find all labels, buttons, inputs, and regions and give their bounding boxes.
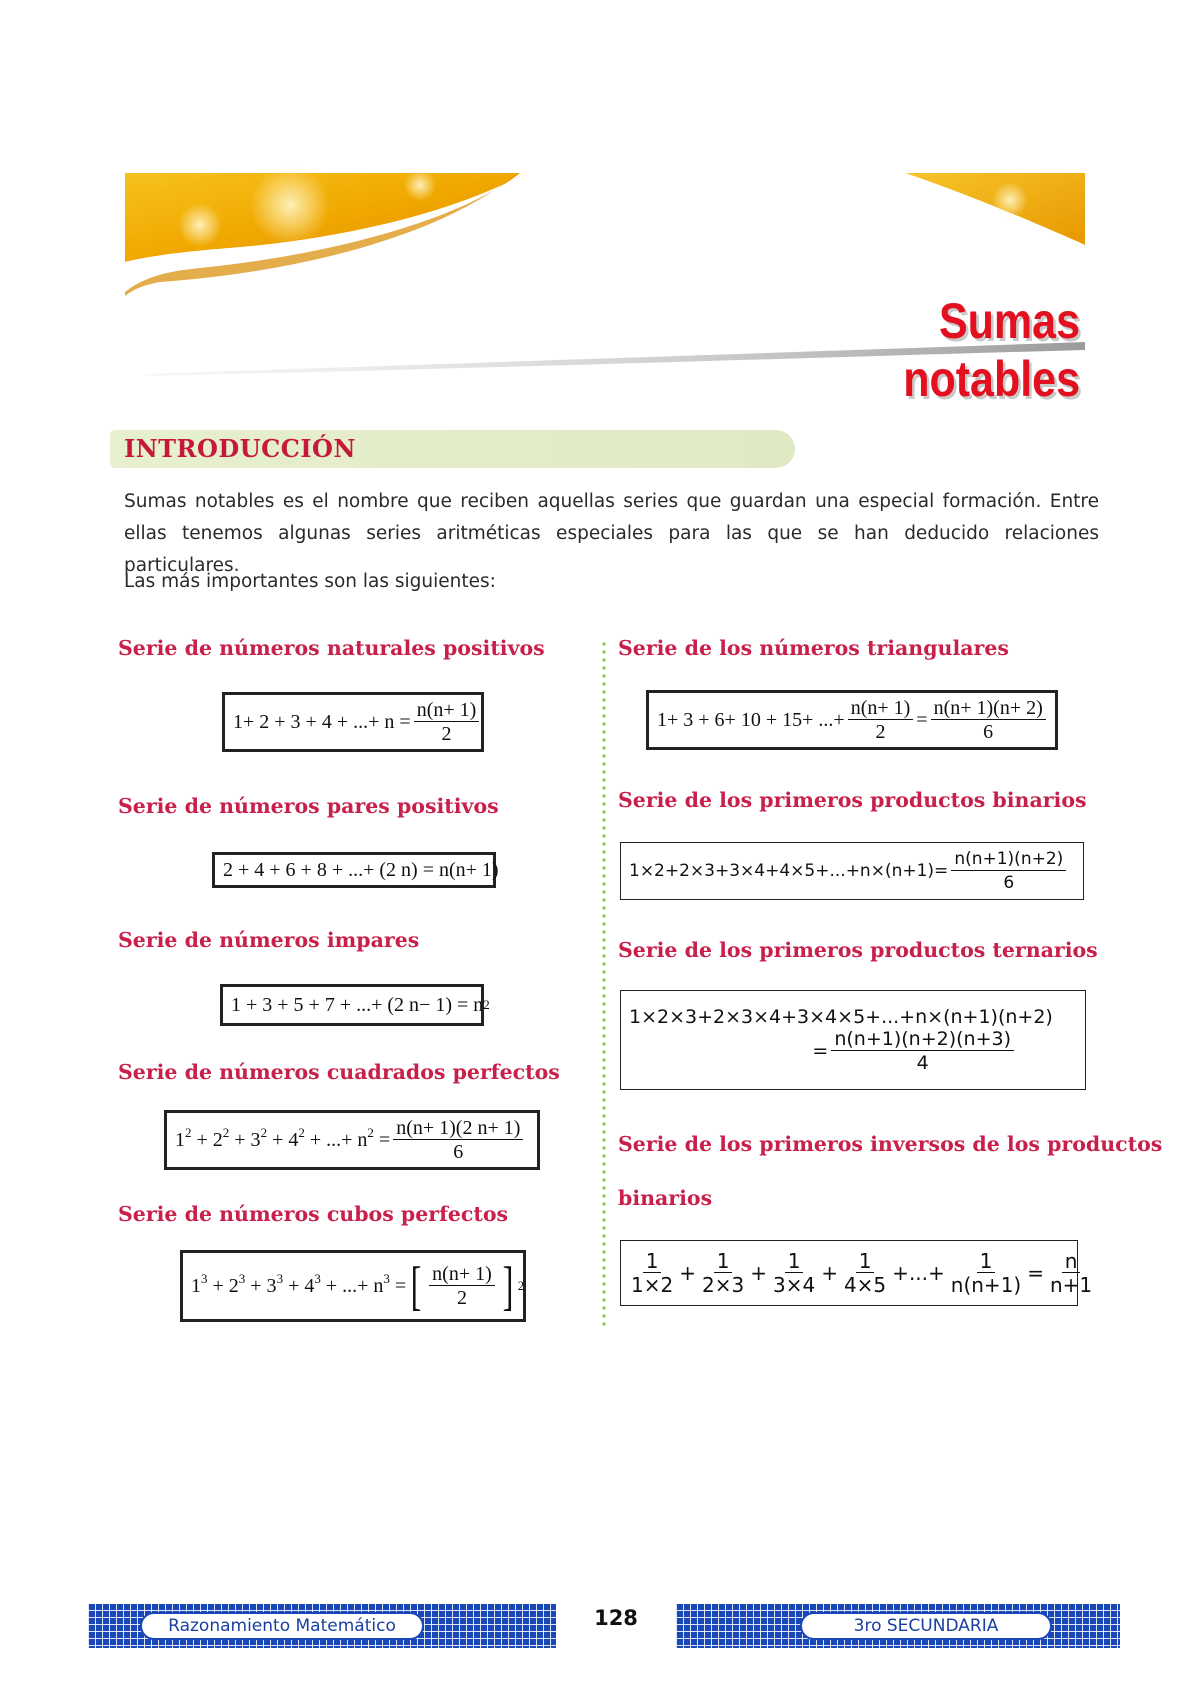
fraction-numerator: 1 — [785, 1250, 804, 1273]
formula-pares — [212, 852, 499, 888]
plus-sign: + — [750, 1261, 767, 1285]
formula-fraction — [951, 848, 1066, 895]
formula-impares: 1 + 3 + 5 + 7 + ...+ (2 n− 1) = n 2 — [220, 984, 484, 1026]
fraction-denominator: 2 — [456, 1286, 467, 1309]
intro-lead-text: Las más importantes son las siguientes: — [124, 571, 496, 592]
formula-fraction-1 — [848, 697, 914, 744]
formula-lhs: 1 + 3 + 5 + 7 + ...+ (2 n− 1) = n — [231, 993, 484, 1016]
formula-fraction — [831, 1028, 1014, 1075]
fraction-numerator: 1 — [856, 1250, 875, 1273]
fraction-numerator: n(n+1)(n+2) — [951, 848, 1066, 871]
formula-inversos — [620, 1240, 1093, 1306]
formula-fraction — [429, 1263, 495, 1310]
right-bracket: ] — [502, 1256, 514, 1316]
fraction-denominator: 2 — [441, 722, 452, 745]
section-title-binarios: Serie de los primeros productos binarios — [618, 788, 1087, 812]
fraction-denominator: 4 — [916, 1051, 929, 1074]
equals-sign: = — [1027, 1261, 1044, 1285]
plus-sign: + — [892, 1261, 909, 1285]
page-title: Sumas notables — [903, 293, 1080, 407]
fraction-denominator: 6 — [453, 1140, 464, 1163]
fraction-numerator: 1 — [714, 1250, 733, 1273]
term-fraction-3 — [770, 1250, 818, 1297]
fraction-denominator: 2×3 — [701, 1272, 745, 1297]
ellipsis: ... — [908, 1261, 929, 1285]
formula-line-2 — [812, 1028, 1017, 1075]
fraction-denominator: 1×2 — [631, 1272, 674, 1297]
fraction-numerator: n(n+1)(n+2)(n+3) — [831, 1028, 1014, 1051]
formula-cuadrados — [164, 1110, 540, 1170]
result-fraction — [1047, 1250, 1095, 1297]
term-fraction-n — [948, 1250, 1024, 1297]
formula-cubos: $1^3 + 2^3 + 3^3 + 4^3$ + ...+ $n^3$ = [ $\frac{n(n+ 1)}{2}$ ] 2 — [180, 1250, 526, 1322]
formula-fraction — [414, 699, 480, 746]
fraction-denominator: n+1 — [1050, 1272, 1093, 1297]
fraction-numerator: n(n+ 1) — [414, 699, 480, 722]
plus-sign: + — [928, 1261, 945, 1285]
left-bracket: [ — [410, 1256, 422, 1316]
fraction-numerator: 1 — [977, 1250, 996, 1273]
formula-lhs: $1^2 + 2^2 + 3^2 + 4^2$ + ...+ $n^2$ = — [175, 1124, 391, 1151]
fraction-denominator: 3×4 — [772, 1272, 816, 1297]
fraction-numerator: n(n+ 1)(n+ 2) — [931, 697, 1046, 720]
footer-grade: 3ro SECUNDARIA — [800, 1612, 1052, 1640]
plus-sign: + — [679, 1261, 696, 1285]
section-title-inversos-cont: binarios — [618, 1186, 713, 1210]
formula-text: 2 + 4 + 6 + 8 + ...+ (2 n) = n(n+ 1) — [223, 858, 499, 881]
formula-naturales — [222, 692, 484, 752]
fraction-denominator: 6 — [983, 720, 994, 743]
section-title-naturales: Serie de números naturales positivos — [118, 636, 545, 660]
formula-lhs: 1+ 2 + 3 + 4 + ...+ n = — [233, 710, 411, 733]
formula-ternarios — [620, 990, 1086, 1090]
section-title-triangulares: Serie de los números triangulares — [618, 636, 1009, 660]
section-title-impares: Serie de números impares — [118, 928, 420, 952]
column-divider — [602, 640, 606, 1330]
term-fraction-1 — [628, 1250, 676, 1297]
fraction-denominator: 6 — [1003, 872, 1015, 893]
term-fraction-2 — [699, 1250, 747, 1297]
fraction-numerator: n(n+ 1) — [429, 1263, 495, 1286]
formula-lhs: $1^3 + 2^3 + 3^3 + 4^3$ + ...+ $n^3$ = — [191, 1270, 407, 1297]
formula-fraction — [393, 1117, 523, 1164]
plus-sign: + — [821, 1261, 838, 1285]
formula-line-1: 1×2×3+2×3×4+3×4×5+...+n×(n+1)(n+2) — [629, 1005, 1053, 1028]
equals-sign: = — [812, 1040, 829, 1062]
formula-binarios — [620, 842, 1084, 900]
section-title-cuadrados: Serie de números cuadrados perfectos — [118, 1060, 560, 1084]
section-title-cubos: Serie de números cubos perfectos — [118, 1202, 509, 1226]
fraction-denominator: 2 — [875, 720, 886, 743]
fraction-numerator: n(n+ 1) — [848, 697, 914, 720]
fraction-denominator: 4×5 — [843, 1272, 887, 1297]
intro-paragraph: Sumas notables es el nombre que reciben aquellas series que guardan una especial formación. Entre ellas tenemos algunas series aritméticas especiales para las que se han deducido relaciones particulares. — [124, 491, 1099, 576]
term-fraction-4 — [841, 1250, 889, 1297]
intro-heading: INTRODUCCIÓN — [124, 434, 356, 463]
footer-subject: Razonamiento Matemático — [140, 1612, 424, 1640]
formula-lhs: 1×2+2×3+3×4+4×5+...+n×(n+1)= — [629, 861, 949, 881]
section-title-ternarios: Serie de los primeros productos ternarios — [618, 938, 1098, 962]
fraction-numerator: n — [1062, 1250, 1081, 1273]
formula-lhs: 1+ 3 + 6+ 10 + 15+ ...+ — [657, 708, 845, 731]
section-title-inversos: Serie de los primeros inversos de los productos — [618, 1132, 1163, 1156]
page-number: 128 — [594, 1606, 638, 1630]
section-title-pares: Serie de números pares positivos — [118, 794, 499, 818]
formula-triangulares — [646, 690, 1058, 750]
formula-fraction-2 — [931, 697, 1046, 744]
equals-sign: = — [916, 708, 928, 731]
fraction-numerator: n(n+ 1)(2 n+ 1) — [393, 1117, 523, 1140]
fraction-numerator: 1 — [643, 1250, 662, 1273]
fraction-denominator: n(n+1) — [950, 1272, 1022, 1297]
